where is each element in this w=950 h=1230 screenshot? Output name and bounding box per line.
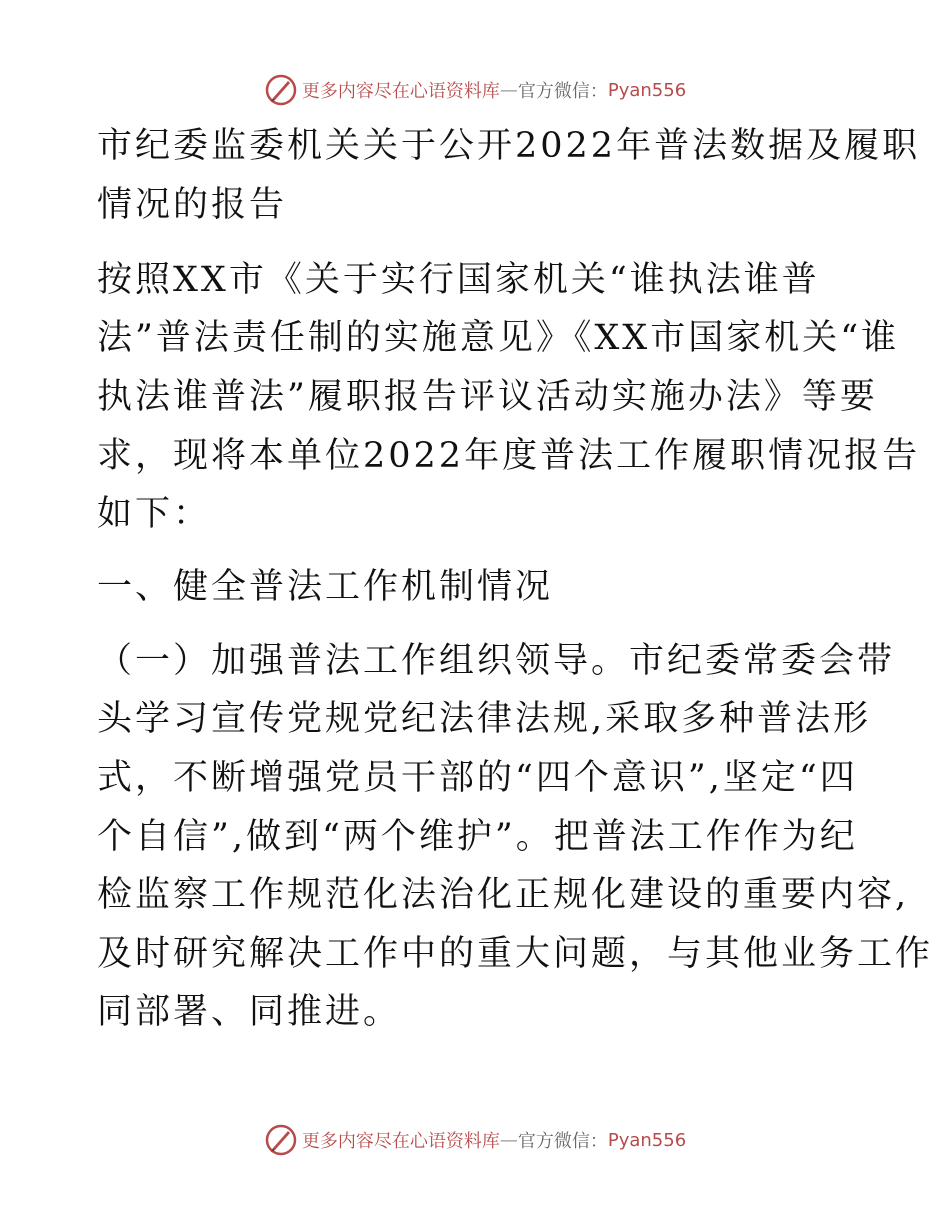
subsection-line-4: 个自信”,做到“两个维护”。把普法工作作为纪 (97, 817, 858, 857)
section-heading: 一、健全普法工作机制情况 (97, 567, 554, 607)
quill-logo-icon (264, 73, 298, 107)
header-watermark (0, 70, 950, 110)
intro-line-2: 法”普法责任制的实施意见》《XX市国家机关“谁 (97, 318, 900, 358)
subsection-line-6: 及时研究解决工作中的重大问题，与其他业务工作 (97, 934, 934, 974)
intro-line-1: 按照XX市《关于实行国家机关“谁执法谁普 (97, 260, 820, 300)
quill-logo-icon (264, 1123, 298, 1157)
document-title-line-1: 市纪委监委机关关于公开2022年普法数据及履职 (97, 126, 921, 166)
document-title-line-2: 情况的报告 (97, 185, 288, 225)
intro-line-5: 如下： (97, 494, 212, 534)
intro-line-4: 求，现将本单位2022年度普法工作履职情况报告 (97, 436, 921, 476)
watermark-official-label: 官方微信： (517, 81, 608, 102)
watermark-wechat-id: Pyan556 (607, 1129, 687, 1151)
watermark-text: 更多内容尽在心语资料库 (301, 81, 500, 102)
watermark-text: 更多内容尽在心语资料库 (301, 1131, 500, 1152)
watermark-wechat-id: Pyan556 (607, 79, 687, 101)
subsection-line-3: 式，不断增强党员干部的“四个意识”,坚定“四 (97, 758, 858, 798)
subsection-line-2: 头学习宣传党规党纪法律法规,采取多种普法形 (97, 699, 872, 739)
watermark-official-label: 官方微信： (517, 1131, 608, 1152)
footer-watermark (0, 1120, 950, 1160)
watermark-separator: — (499, 79, 518, 101)
subsection-line-5: 检监察工作规范化法治化正规化建设的重要内容, (97, 875, 910, 915)
subsection-line-7: 同部署、同推进。 (97, 992, 402, 1032)
intro-line-3: 执法谁普法”履职报告评议活动实施办法》等要 (97, 377, 878, 417)
watermark-separator: — (499, 1129, 518, 1151)
subsection-line-1: （一）加强普法工作组织领导。市纪委常委会带 (97, 641, 896, 681)
